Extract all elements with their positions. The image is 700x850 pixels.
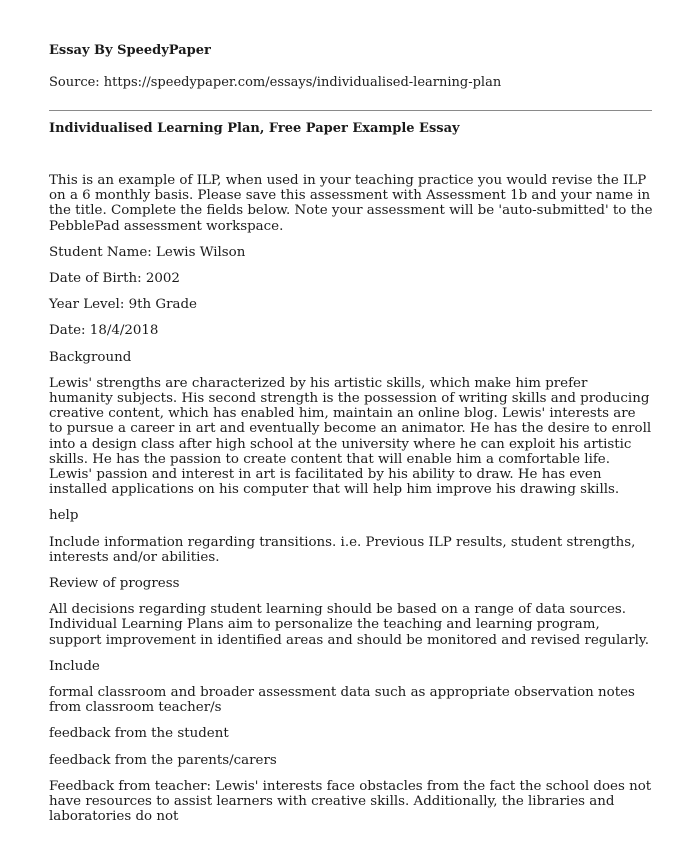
include-item-assessment: formal classroom and broader assessment data such as appropriate observation notes from classroom teacher/s — [49, 685, 635, 716]
help-label: help — [49, 508, 79, 524]
include-item-student: feedback from the student — [49, 726, 229, 742]
background-paragraph: Lewis' strengths are characterized by his artistic skills, which make him prefer humanity subjects. His second strength is the possession of writing skills and producing creative content, which has enabled him, maintain an online blog. Lewis' interests are to pursue a career in art and eventually become an animator. He has the desire to enroll into a design class after high school at the university where he can exploit his artistic skills. He has the passion to create content that will enable him a comfortable life. Lewis' passion and interest in art is facilitated by his ability to draw. He has even installed applications on his computer that will help him improve his drawing skills. — [49, 375, 652, 498]
year-level-field: Year Level: 9th Grade — [49, 297, 197, 313]
intro-paragraph: This is an example of ILP, when used in your teaching practice you would revise the ILP on a 6 monthly basis. Please save this assessment with Assessment 1b and your name in the title. Complete the fields below. Note your assessment will be 'auto-submitted' to the PebblePad assessment workspace. — [49, 173, 653, 234]
include-item-parents: feedback from the parents/carers — [49, 752, 277, 768]
review-paragraph: All decisions regarding student learning should be based on a range of data sources. Individual Learning Plans aim to personalize the teaching and learning program, support improvement in identified areas and should be monitored and revised regularly. — [49, 602, 649, 648]
header-divider — [49, 110, 652, 111]
date-field: Date: 18/4/2018 — [49, 323, 159, 339]
date-of-birth-field: Date of Birth: 2002 — [49, 271, 180, 287]
document-title: Individualised Learning Plan, Free Paper Example Essay — [49, 121, 460, 136]
brand-line: Essay By SpeedyPaper — [49, 43, 211, 58]
teacher-feedback-paragraph: Feedback from teacher: Lewis' interests face obstacles from the fact the school does not have resources to assist learners with creative skills. Additionally, the libraries and laboratories do not — [49, 778, 652, 825]
student-name-field: Student Name: Lewis Wilson — [49, 244, 246, 260]
help-instructions: Include information regarding transitions. i.e. Previous ILP results, student strengths, interests and/or abilities. — [49, 534, 636, 565]
section-heading-review: Review of progress — [49, 576, 180, 592]
document-body — [49, 173, 653, 836]
document-header — [49, 42, 655, 92]
source-line: Source: https://speedypaper.com/essays/individualised-learning-plan — [49, 75, 502, 90]
section-heading-background: Background — [49, 349, 132, 365]
include-label: Include — [49, 658, 100, 674]
